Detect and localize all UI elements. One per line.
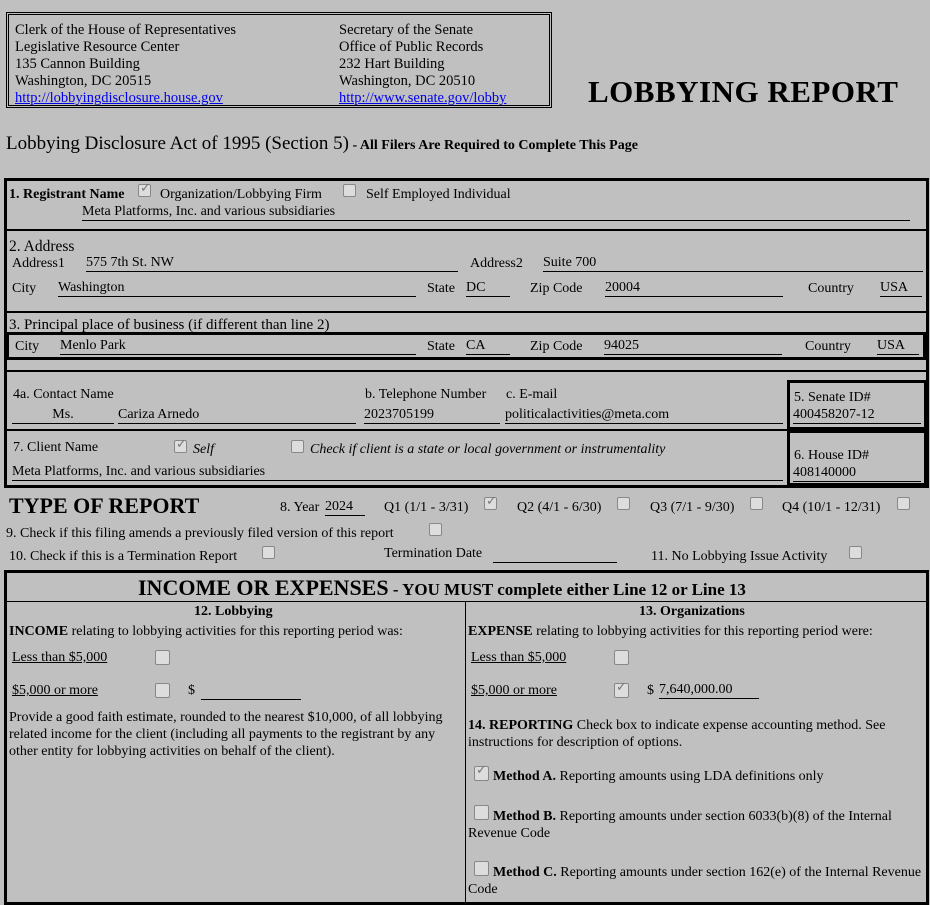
income-more-label: $5,000 or more [12,683,98,698]
senate-id-label: 5. Senate ID# [794,390,871,405]
reporting-text: 14. REPORTING Check box to indicate expense accounting method. See instructions for description of options. [468,718,886,750]
contact-name-field[interactable]: Cariza Arnedo [118,407,356,424]
q4-checkbox[interactable] [897,497,910,510]
senate-id-field[interactable]: 400458207-12 [793,407,921,424]
income-column-divider [465,601,466,905]
termination-date-label: Termination Date [384,546,483,561]
filing-offices-box [6,12,552,108]
divider-1 [6,229,926,231]
no-activity-label: 11. No Lobbying Issue Activity [651,549,828,564]
q3-checkbox[interactable] [750,497,763,510]
divider-2 [6,311,926,313]
divider-4 [6,429,787,431]
city-field[interactable]: Washington [58,280,416,297]
country-field[interactable]: USA [880,280,922,297]
principal-state-field[interactable]: CA [466,338,510,355]
no-activity-checkbox[interactable] [849,546,862,559]
clerk-line-4: Washington, DC 20515 [15,73,152,89]
expense-less-checkbox[interactable] [614,650,629,665]
self-employed-label: Self Employed Individual [366,187,511,202]
city-label: City [12,281,37,296]
principal-country-field[interactable]: USA [877,338,919,355]
clerk-line-3: 135 Cannon Building [15,56,140,72]
expense-desc: EXPENSE relating to lobbying activities for this reporting period were: [468,624,873,639]
q1-checkbox[interactable] [484,497,497,510]
org-firm-label: Organization/Lobbying Firm [160,187,322,202]
zip-label: Zip Code [530,281,583,296]
act-main: Lobbying Disclosure Act of 1995 (Section 5) [6,133,350,154]
income-heading: INCOME OR EXPENSES - YOU MUST complete either Line 12 or Line 13 [138,575,746,600]
senate-line-3: 232 Hart Building [339,56,445,72]
expense-dollar-sign: $ [647,683,654,698]
type-of-report-heading: TYPE OF REPORT [9,493,200,518]
q1-label: Q1 (1/1 - 3/31) [384,500,469,515]
income-heading-divider [6,601,927,602]
principal-state-label: State [427,339,455,354]
self-employed-checkbox[interactable] [343,184,356,197]
senate-line-2: Office of Public Records [339,39,484,55]
address2-field[interactable]: Suite 700 [543,255,923,272]
principal-zip-field[interactable]: 94025 [604,338,782,355]
email-label: c. E-mail [506,387,558,402]
method-c-label: Method C. Reporting amounts under section 162(e) of the Internal Revenue Code [468,865,922,897]
method-b-label: Method B. Reporting amounts under section 6033(b)(8) of the Internal Revenue Code [468,809,892,841]
clerk-address [15,22,236,107]
contact-prefix-field[interactable]: Ms. [12,407,114,424]
expense-amount-field[interactable]: 7,640,000.00 [659,682,759,699]
report-title: LOBBYING REPORT [588,74,899,109]
registrant-name-field[interactable]: Meta Platforms, Inc. and various subsidiaries [82,204,910,221]
country-label: Country [808,281,854,296]
senate-line-4: Washington, DC 20510 [339,73,476,89]
organizations-title: 13. Organizations [639,604,745,619]
address-label: 2. Address [9,238,75,255]
act-sub: - All Filers Are Required to Complete This Page [349,138,638,153]
client-gov-checkbox[interactable] [291,440,304,453]
senate-lobby-link[interactable]: http://www.senate.gov/lobby [339,90,507,106]
principal-country-label: Country [805,339,851,354]
method-a-label: Method A. Reporting amounts using LDA definitions only [493,769,824,784]
principal-city-label: City [15,339,40,354]
client-label: 7. Client Name [13,440,99,455]
q3-label: Q3 (7/1 - 9/30) [650,500,735,515]
phone-label: b. Telephone Number [365,387,487,402]
state-label: State [427,281,455,296]
income-less-checkbox[interactable] [155,650,170,665]
client-self-checkbox[interactable] [174,440,187,453]
method-a-checkbox[interactable] [474,766,489,781]
expense-more-checkbox[interactable] [614,683,629,698]
income-less-label: Less than $5,000 [12,650,108,665]
q2-label: Q2 (4/1 - 6/30) [517,500,602,515]
registrant-label: 1. Registrant Name [9,187,125,202]
expense-less-label: Less than $5,000 [471,650,567,665]
termination-label: 10. Check if this is a Termination Report [9,549,238,564]
clerk-line-2: Legislative Resource Center [15,39,180,55]
client-self-label: Self [193,442,214,457]
senate-address [339,22,506,107]
address1-field[interactable]: 575 7th St. NW [86,255,458,272]
house-disclosure-link[interactable]: http://lobbyingdisclosure.house.gov [15,90,223,106]
client-name-field[interactable]: Meta Platforms, Inc. and various subsidiaries [12,464,783,481]
principal-city-field[interactable]: Menlo Park [60,338,416,355]
termination-date-field[interactable] [493,546,617,563]
state-field[interactable]: DC [466,280,510,297]
address2-label: Address2 [470,256,523,271]
income-estimate-text: Provide a good faith estimate, rounded to the nearest $10,000, of all lobbying related income for the client (including all payments to the registrant by any other entity for lobbying activities on behalf of the client). [9,710,443,759]
org-firm-checkbox[interactable] [138,184,151,197]
house-id-field[interactable]: 408140000 [793,465,921,482]
expense-more-label: $5,000 or more [471,683,557,698]
email-field[interactable]: politicalactivities@meta.com [505,407,783,424]
phone-field[interactable]: 2023705199 [364,407,500,424]
divider-3 [6,370,926,372]
termination-checkbox[interactable] [262,546,275,559]
zip-field[interactable]: 20004 [605,280,783,297]
house-id-label: 6. House ID# [794,448,870,463]
clerk-line-1: Clerk of the House of Representatives [15,22,237,38]
q4-label: Q4 (10/1 - 12/31) [782,500,881,515]
income-more-checkbox[interactable] [155,683,170,698]
lobbying-title: 12. Lobbying [194,604,273,619]
contact-label: 4a. Contact Name [13,387,114,402]
year-field[interactable]: 2024 [325,499,365,516]
income-desc: INCOME relating to lobbying activities for this reporting period was: [9,624,403,639]
income-amount-field[interactable] [201,683,301,700]
senate-line-1: Secretary of the Senate [339,22,474,38]
address1-label: Address1 [12,256,65,271]
amend-label: 9. Check if this filing amends a previously filed version of this report [6,526,394,541]
principal-label: 3. Principal place of business (if different than line 2) [9,317,330,333]
client-gov-label: Check if client is a state or local government or instrumentality [310,442,666,457]
q2-checkbox[interactable] [617,497,630,510]
income-dollar-sign: $ [188,683,195,698]
year-label: 8. Year [280,500,320,515]
principal-zip-label: Zip Code [530,339,583,354]
act-heading [6,133,638,155]
amend-checkbox[interactable] [429,523,442,536]
